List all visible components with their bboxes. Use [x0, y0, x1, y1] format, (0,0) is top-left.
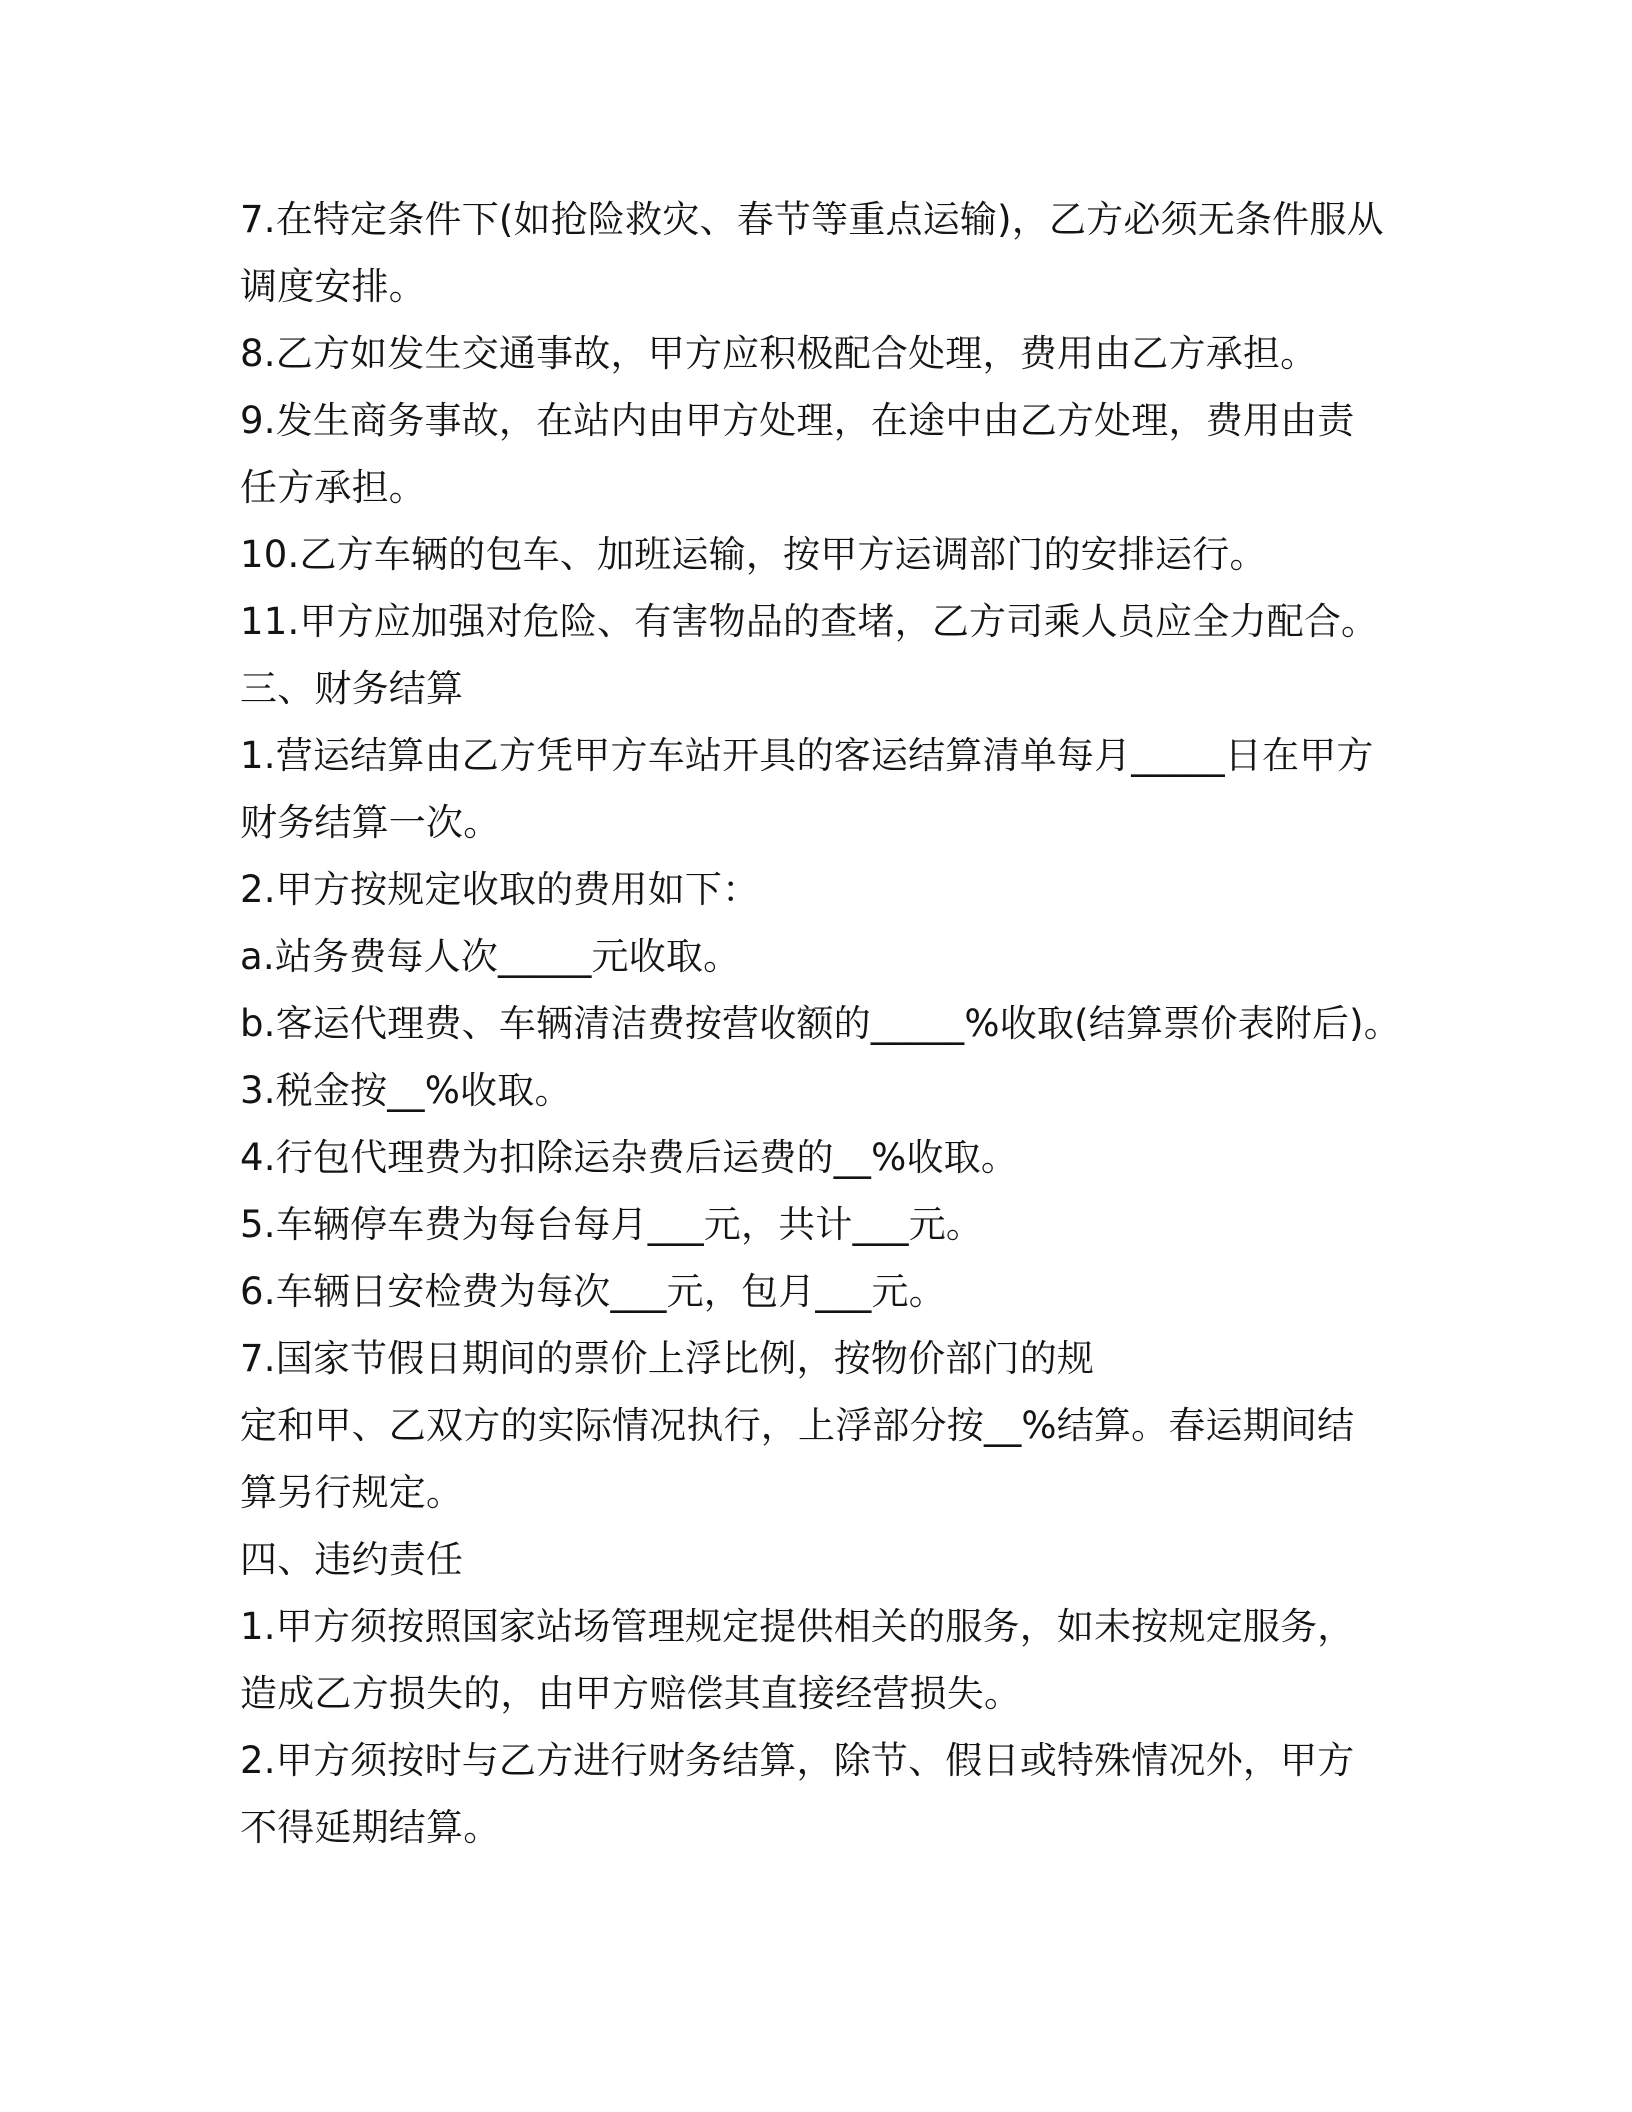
text-line: 调度安排。 [240, 265, 426, 308]
text-line: 3.税金按__%收取。 [240, 1069, 572, 1112]
text-line: 1.甲方须按照国家站场管理规定提供相关的服务，如未按规定服务， [240, 1605, 1355, 1648]
text-line: 不得延期结算。 [240, 1806, 501, 1849]
text-line: 2.甲方须按时与乙方进行财务结算，除节、假日或特殊情况外，甲方 [240, 1739, 1355, 1782]
section-heading: 三、财务结算 [240, 667, 464, 710]
text-line: 1.营运结算由乙方凭甲方车站开具的客运结算清单每月_____日在甲方 [240, 734, 1374, 777]
text-line: 10.乙方车辆的包车、加班运输，按甲方运调部门的安排运行。 [240, 533, 1267, 576]
section-heading: 四、违约责任 [240, 1538, 464, 1581]
text-line: 9.发生商务事故，在站内由甲方处理，在途中由乙方处理，费用由责 [240, 399, 1355, 442]
text-line: 8.乙方如发生交通事故，甲方应积极配合处理，费用由乙方承担。 [240, 332, 1318, 375]
text-line: 11.甲方应加强对危险、有害物品的查堵，乙方司乘人员应全力配合。 [240, 600, 1379, 643]
text-line: 财务结算一次。 [240, 801, 501, 844]
text-line: 任方承担。 [240, 466, 426, 509]
text-line: 造成乙方损失的，由甲方赔偿其直接经营损失。 [240, 1672, 1022, 1715]
text-line: a.站务费每人次_____元收取。 [240, 935, 741, 978]
text-line: 5.车辆停车费为每台每月___元，共计___元。 [240, 1203, 984, 1246]
document-body [240, 186, 1420, 1861]
text-line: 7.国家节假日期间的票价上浮比例，按物价部门的规 [240, 1337, 1095, 1380]
text-line: 4.行包代理费为扣除运杂费后运费的__%收取。 [240, 1136, 1019, 1179]
text-line: 定和甲、乙双方的实际情况执行，上浮部分按__%结算。春运期间结 [240, 1404, 1355, 1447]
text-line: 2.甲方按规定收取的费用如下： [240, 868, 760, 911]
text-line: 7.在特定条件下(如抢险救灾、春节等重点运输)，乙方必须无条件服从 [240, 198, 1384, 241]
text-line: 6.车辆日安检费为每次___元，包月___元。 [240, 1270, 946, 1313]
text-line: b.客运代理费、车辆清洁费按营收额的_____%收取(结算票价表附后)。 [240, 1002, 1401, 1045]
text-line: 算另行规定。 [240, 1471, 464, 1514]
